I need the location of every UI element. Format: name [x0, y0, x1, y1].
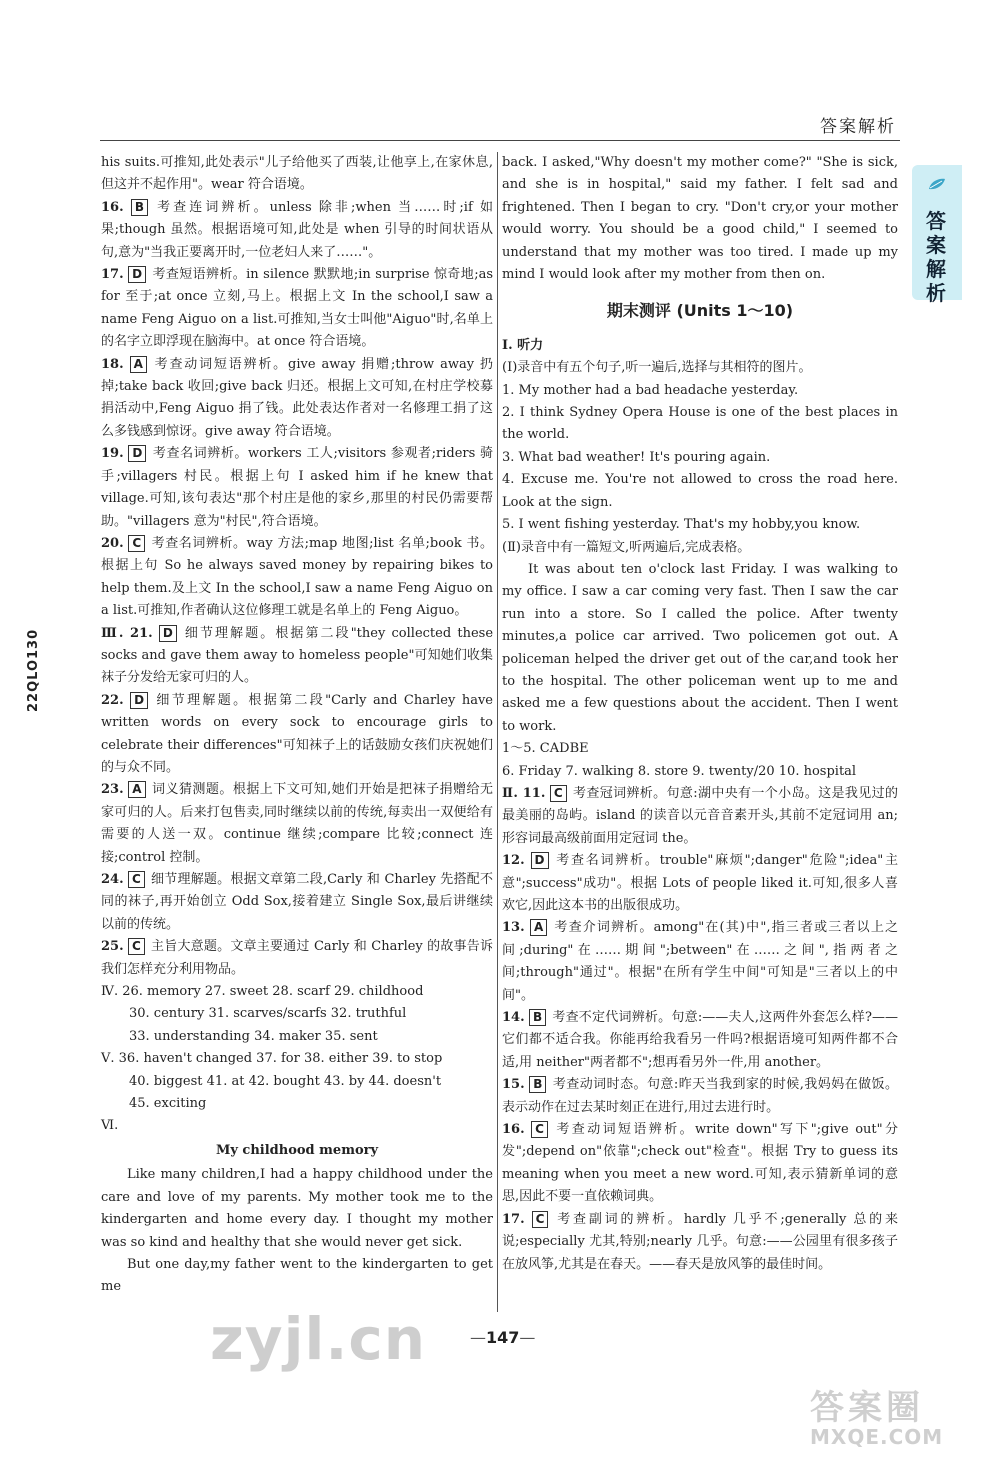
answer-item: [502, 1209, 898, 1276]
explanation-text: 词义猜测题。根据上下文可知,她们开始是把袜子捐赠给无家可归的人。后来打包售卖,同时继续以前的传统,每卖出一双便给有需要的人送一双。continue 继续;compare 比较;connect 连接;control 控制。: [101, 782, 493, 865]
paragraph: It was about ten o'clock last Friday. I was walking to my office. I saw a car coming very fast. Then I saw the car run into a store. So I called the police. After twenty minutes,a police car arrived. Two policemen got out. A policeman helped the driver get out of the car,and took her to the hospital. The other policeman went up to me and asked me a few questions about the accident. Then I went to work.: [502, 561, 898, 734]
text-line: 3. What bad weather! It's pouring again.: [502, 449, 771, 465]
header-divider: [100, 140, 900, 141]
answer-letter: A: [130, 356, 147, 373]
explanation-text: 考查连词辨析。unless 除非;when 当……时;if 如果;though 虽然。根据语境可知,此处是 when 引导的时间状语从句,意为"当我正要离开时,一位老妇人来了……"。: [101, 199, 493, 260]
text-line: 6. Friday 7. walking 8. store 9. twenty/20 10. hospital: [502, 763, 857, 779]
text-line: 1～5. CADBE: [502, 741, 589, 757]
question-number: 22.: [101, 692, 124, 708]
answer-letter: C: [531, 1121, 548, 1138]
question-number: 20.: [101, 535, 124, 551]
explanation-text: 考查短语辨析。in silence 默默地;in surprise 惊奇地;as for 至于;at once 立刻,马上。根据上文 In the school,I saw a name Feng Aiguo on a list.可推知,当女士叫他"Aiguo"时,名单上的名字立即浮现在脑海中。at once 符合语境。: [101, 267, 493, 350]
explanation-text: 考查冠词辨析。句意:湖中央有一个小岛。这是我见过的最美丽的岛屿。island 的读音以元音音素开头,其前不定冠词用 an;形容词最高级前面用定冠词 the。: [502, 785, 898, 846]
question-number: 16.: [502, 1122, 525, 1138]
column-divider: [497, 152, 498, 1312]
answer-item: [101, 264, 493, 354]
answer-item: [101, 869, 493, 936]
answer-item: [502, 783, 898, 850]
answer-letter: C: [532, 1211, 549, 1228]
answer-line: 40. biggest 41. at 42. bought 43. by 44. doesn't: [129, 1073, 442, 1089]
answer-item: [502, 1119, 898, 1209]
watermark-right-top: 答案圈: [810, 1388, 924, 1428]
text-line: 5. I went fishing yesterday. That's my hobby,you know.: [502, 517, 861, 533]
answer-letter: B: [529, 1076, 546, 1093]
page-number: —147—: [470, 1328, 536, 1347]
text-line: 1. My mother had a bad headache yesterday.: [502, 382, 799, 398]
text-line: back. I asked,"Why doesn't my mother come?" "She is sick, and she is in hospital," said my father. I felt sad and frightened. Then I began to cry. "Don't cry,or your mother would worry. You should be a good child," I seemed to understand that my mother was too tired. I made up my mind I would look after my mother from then on.: [502, 155, 898, 283]
explanation-text: 考查动词短语辨析。write down"写下";give out"分发";depend on"依靠";check out"检查"。根据 Try to guess its meaning when you meet a new word.可知,表示猜新单词的意思,因此不要一直依赖词典。: [502, 1122, 898, 1205]
watermark-right-bottom: MXQE.COM: [810, 1425, 944, 1449]
answer-letter: A: [530, 919, 547, 936]
answer-item: [502, 1074, 898, 1119]
essay-title: My childhood memory: [215, 1142, 379, 1158]
section-heading: Ⅰ. 听力: [502, 337, 544, 353]
question-number: 25.: [101, 939, 124, 955]
answer-item: [101, 623, 493, 690]
explanation-text: 细节理解题。根据文章第二段,Carly 和 Charley 先搭配不同的袜子,再开始创立 Odd Sox,接着建立 Single Sox,最后讲继续以前的传统。: [101, 872, 493, 932]
answer-letter: C: [128, 938, 145, 955]
answer-line: 33. understanding 34. maker 35. sent: [129, 1028, 378, 1044]
answer-letter: D: [128, 266, 146, 283]
answer-letter: D: [130, 692, 148, 709]
answer-line: 45. exciting: [129, 1096, 207, 1112]
watermark-left: zyjl.cn: [210, 1305, 427, 1373]
explanation-text: 考查动词时态。句意:昨天当我到家的时候,我妈妈在做饭。表示动作在过去某时刻正在进行,用过去进行时。: [502, 1077, 899, 1115]
question-number: 24.: [101, 872, 124, 887]
left-column: [101, 152, 493, 1299]
answer-letter: D: [159, 625, 177, 642]
question-number: 16.: [101, 199, 124, 215]
answer-letter: D: [531, 852, 549, 869]
answer-line: 30. century 31. scarves/scarfs 32. truthful: [129, 1006, 407, 1022]
answer-item: [101, 354, 493, 444]
answer-item: [502, 1007, 898, 1074]
answer-item: [101, 779, 493, 869]
answer-letter: C: [128, 535, 145, 552]
text-line: (Ⅰ)录音中有五个句子,听一遍后,选择与其相符的图片。: [502, 360, 812, 376]
question-number: Ⅱ. 11.: [502, 785, 546, 801]
explanation-text: 考查介词辨析。among"在(其)中",指三者或三者以上之间;during"在……期间";between"在……之间",指两者之间;through"通过"。根据"在所有学生中间"可知是"三者以上的中间"。: [502, 920, 898, 1003]
answer-letter: A: [128, 781, 145, 798]
explanation-text: 考查名词辨析。trouble"麻烦";danger"危险";idea"主意";success"成功"。根据 Lots of people liked it.可知,很多人喜欢它,因此这本书的出版很成功。: [502, 853, 898, 913]
question-number: 13.: [502, 920, 525, 936]
answer-item: [502, 850, 898, 917]
explanation-text: 考查名词辨析。way 方法;map 地图;list 名单;book 书。根据上句 So he always saved money by repairing bikes to help them.及上文 In the school,I saw a name Feng Aiguo on a list.可推知,作者确认这位修理工就是名单上的 Feng Aiguo。: [101, 535, 493, 619]
paragraph: But one day,my father went to the kindergarten to get me: [101, 1256, 493, 1295]
section-title: 期末测评 (Units 1～10): [606, 301, 794, 321]
answer-item: [101, 936, 493, 981]
question-number: 17.: [502, 1211, 525, 1227]
explanation-text: 主旨大意题。文章主要通过 Carly 和 Charley 的故事告诉我们怎样充分利用物品。: [101, 939, 493, 977]
question-number: Ⅲ. 21.: [101, 625, 153, 641]
question-number: 18.: [101, 356, 124, 372]
explanation-text: 考查动词短语辨析。give away 捐赠;throw away 扔掉;take back 收回;give back 归还。根据上文可知,在村庄学校募捐活动中,Feng Aiguo 捐了钱。此处表达作者对一名修理工捐了这么多钱感到惊讶。give away 符合语境。: [101, 356, 493, 439]
leaf-icon: [927, 177, 947, 191]
paragraph: his suits.可推知,此处表示"儿子给他买了西装,让他享上,在家休息,但这并不起作用"。wear 符合语境。: [101, 155, 493, 193]
right-column: [502, 152, 898, 1276]
side-tab-label: 答案解析: [926, 209, 946, 305]
question-number: 19.: [101, 446, 124, 462]
answer-letter: D: [128, 445, 146, 462]
answer-item: [101, 690, 493, 780]
question-number: 14.: [502, 1010, 525, 1026]
answer-letter: C: [550, 785, 567, 802]
answer-letter: B: [529, 1009, 546, 1026]
text-line: Ⅴ. 36. haven't changed 37. for 38. either 39. to stop: [101, 1051, 443, 1067]
answer-item: [101, 443, 493, 533]
side-tab: [912, 165, 962, 305]
explanation-text: 考查名词辨析。workers 工人;visitors 参观者;riders 骑手;villagers 村民。根据上句 I asked him if he knew that village.可知,该句表达"那个村庄是他的家乡,那里的村民仍需要帮助。"villagers 意为"村民",符合语境。: [101, 446, 493, 529]
answer-item: [502, 917, 898, 1007]
header-title: 答案解析: [820, 117, 896, 137]
question-number: 15.: [502, 1077, 525, 1093]
text-line: Ⅳ. 26. memory 27. sweet 28. scarf 29. childhood: [101, 984, 424, 1000]
explanation-text: 细节理解题。根据第二段"they collected these socks and gave them away to homeless people"可知她们收集袜子分发给无家可归的人。: [101, 625, 494, 686]
explanation-text: 考查不定代词辨析。句意:——夫人,这两件外套怎么样?——它们都不适合我。你能再给我看另一件吗?根据语境可知两件都不合适,用 neither"两者都不";想再看另外一件,用 another。: [502, 1010, 898, 1070]
answer-item: [101, 533, 493, 623]
text-line: Ⅵ.: [101, 1118, 119, 1134]
text-line: 4. Excuse me. You're not allowed to cross the road here. Look at the sign.: [502, 472, 898, 510]
watermark-right: [810, 1380, 970, 1450]
explanation-text: 细节理解题。根据第二段"Carly and Charley have written words on every sock to encourage girls to celebrate their differences"可知袜子上的话鼓励女孩们庆祝她们的与众不同。: [101, 692, 493, 775]
side-code: 22QLO130: [26, 628, 41, 712]
text-line: (Ⅱ)录音中有一篇短文,听两遍后,完成表格。: [502, 539, 751, 555]
question-number: 17.: [101, 267, 124, 283]
explanation-text: 考查副词的辨析。hardly 几乎不;generally 总的来说;especially 尤其,特别;nearly 几乎。句意:——公园里有很多孩子在放风筝,尤其是在春天。——春天是放风筝的最佳时间。: [502, 1211, 898, 1272]
text-line: 2. I think Sydney Opera House is one of the best places in the world.: [502, 405, 898, 443]
answer-item: [101, 197, 493, 264]
question-number: 12.: [502, 853, 525, 869]
answer-letter: C: [128, 871, 145, 888]
question-number: 23.: [101, 782, 124, 798]
paragraph: Like many children,I had a happy childhood under the care and love of my parents. My mother took me to the kindergarten and home every day. I thought my mother was so kind and healthy that she would never get sick.: [101, 1167, 493, 1250]
answer-letter: B: [131, 199, 148, 216]
